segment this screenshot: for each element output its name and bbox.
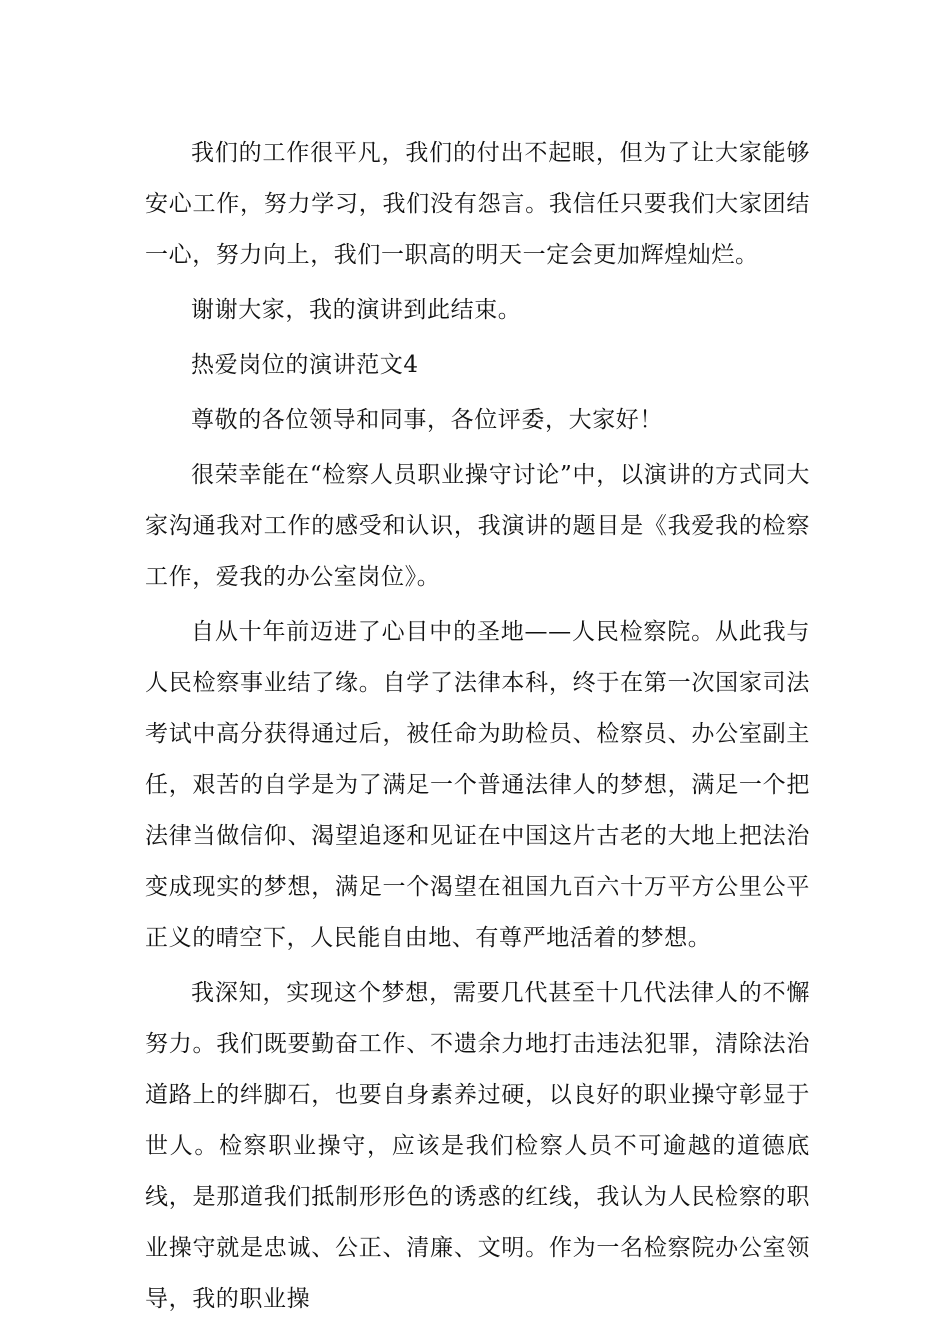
paragraph: 自从十年前迈进了心目中的圣地——人民检察院。从此我与人民检察事业结了缘。自学了法律本科，终于在第一次国家司法考试中高分获得通过后，被任命为助检员、检察员、办公室副主任，艰苦的自学是为了满足一个普通法律人的梦想，满足一个把法律当做信仰、渴望追逐和见证在中国这片古老的大地上把法治变成现实的梦想，满足一个渴望在祖国九百六十万平方公里公平正义的晴空下，人民能自由地、有尊严地活着的梦想。 [145, 619, 810, 951]
paragraph: 很荣幸能在“检察人员职业操守讨论”中，以演讲的方式同大家沟通我对工作的感受和认识，我演讲的题目是《我爱我的检察工作，爱我的办公室岗位》。 [145, 462, 810, 590]
section-heading: 热爱岗位的演讲范文4 [191, 352, 419, 378]
paragraph: 我们的工作很平凡，我们的付出不起眼，但为了让大家能够安心工作，努力学习，我们没有怨言。我信任只要我们大家团结一心，努力向上，我们一职高的明天一定会更加辉煌灿烂。 [145, 140, 810, 268]
document-body [145, 128, 810, 1325]
paragraph: 谢谢大家，我的演讲到此结束。 [191, 297, 522, 323]
salutation: 尊敬的各位领导和同事，各位评委，大家好！ [191, 407, 663, 433]
paragraph: 我深知，实现这个梦想，需要几代甚至十几代法律人的不懈努力。我们既要勤奋工作、不遗余力地打击违法犯罪，清除法治道路上的绊脚石，也要自身素养过硬，以良好的职业操守彰显于世人。检察职业操守，应该是我们检察人员不可逾越的道德底线，是那道我们抵制形形色的诱惑的红线，我认为人民检察的职业操守就是忠诚、公正、清廉、文明。作为一名检察院办公室领导，我的职业操 [145, 980, 810, 1312]
